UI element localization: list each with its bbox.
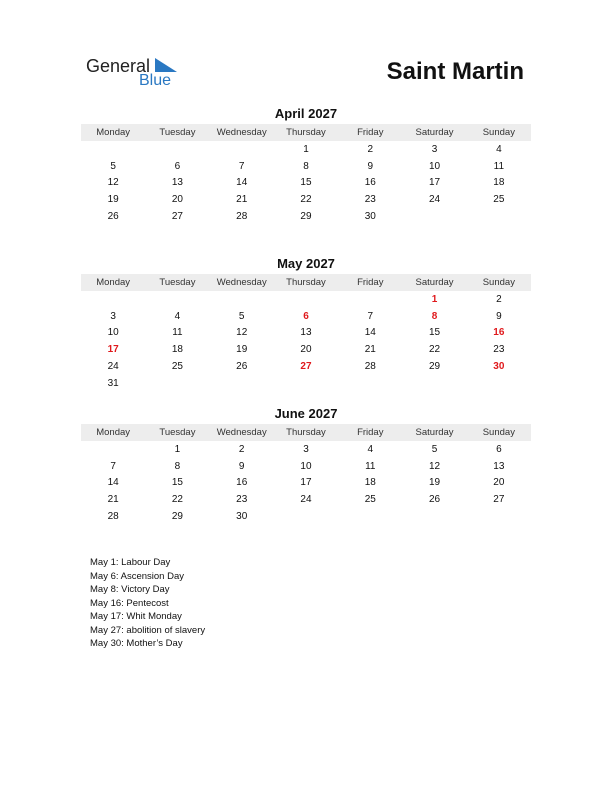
week-row — [81, 341, 531, 358]
weekday-header: Thursday — [274, 424, 338, 441]
empty-cell — [145, 375, 209, 392]
day-cell: 2 — [238, 443, 245, 455]
day-cell: 7 — [367, 310, 374, 322]
day-cell: 18 — [493, 177, 505, 189]
day-cell: 18 — [364, 477, 376, 489]
day-cell: 21 — [107, 494, 119, 506]
day-cell: 22 — [300, 194, 312, 206]
day-cell: 4 — [496, 143, 502, 155]
weekday-header: Monday — [81, 124, 145, 141]
week-row — [81, 325, 531, 342]
day-cell: 1 — [174, 443, 181, 455]
weekday-header: Thursday — [274, 124, 338, 141]
day-cell: 28 — [236, 211, 248, 223]
empty-cell — [210, 291, 274, 308]
day-cell: 29 — [300, 211, 312, 223]
day-cell: 3 — [431, 143, 438, 155]
day-cell: 5 — [110, 160, 116, 172]
weekday-header: Wednesday — [210, 124, 274, 141]
day-cell: 6 — [174, 160, 181, 172]
day-cell: 22 — [171, 494, 183, 506]
empty-cell — [467, 508, 531, 525]
day-cell: 12 — [107, 177, 119, 189]
day-cell: 19 — [107, 194, 119, 206]
weekday-header: Thursday — [274, 274, 338, 291]
month-june — [81, 406, 531, 525]
weekday-header: Sunday — [467, 424, 531, 441]
week-row — [81, 141, 531, 158]
weekday-header: Saturday — [402, 274, 466, 291]
weekday-header: Saturday — [402, 124, 466, 141]
day-cell: 19 — [428, 477, 441, 489]
weekday-header: Monday — [81, 424, 145, 441]
week-row — [81, 191, 531, 208]
day-cell: 14 — [107, 477, 119, 489]
day-cell: 14 — [364, 327, 376, 339]
day-cell: 23 — [364, 194, 376, 206]
day-cell: 28 — [364, 361, 376, 373]
empty-cell — [145, 291, 209, 308]
day-cell: 16 — [236, 477, 248, 489]
day-cell: 13 — [300, 327, 312, 339]
day-cell: 8 — [303, 160, 309, 172]
month-may — [81, 256, 531, 392]
day-cell: 11 — [365, 460, 376, 472]
weekday-header: Friday — [338, 124, 402, 141]
day-cell: 27 — [493, 494, 505, 506]
empty-cell — [402, 508, 466, 525]
week-row — [81, 358, 531, 375]
day-cell: 23 — [493, 344, 505, 356]
day-cell: 3 — [303, 443, 309, 455]
day-cell: 4 — [174, 310, 181, 322]
week-row — [81, 291, 531, 308]
day-cell: 11 — [172, 327, 183, 339]
day-cell: 10 — [428, 160, 441, 172]
day-cell: 26 — [236, 361, 248, 373]
weekday-header: Sunday — [467, 274, 531, 291]
weekday-header: Wednesday — [210, 274, 274, 291]
empty-cell — [210, 141, 274, 158]
day-cell: 30 — [364, 211, 376, 223]
day-cell: 26 — [428, 494, 441, 506]
day-cell: 3 — [110, 310, 116, 322]
day-cell: 15 — [300, 177, 312, 189]
empty-cell — [338, 508, 402, 525]
day-cell: 15 — [171, 477, 183, 489]
day-cell: 8 — [174, 460, 181, 472]
day-cell: 9 — [238, 460, 245, 472]
day-cell: 28 — [107, 511, 119, 523]
empty-cell — [338, 375, 402, 392]
day-cell: 21 — [364, 344, 376, 356]
month-title: April 2027 — [274, 106, 338, 121]
day-cell: 31 — [107, 377, 119, 389]
holiday-item: May 16: Pentecost — [90, 597, 169, 609]
day-cell: 5 — [431, 443, 438, 455]
empty-cell — [402, 375, 466, 392]
week-row — [81, 508, 531, 525]
day-cell: 22 — [428, 344, 441, 356]
day-cell: 17 — [428, 177, 441, 189]
holiday-item: May 30: Mother’s Day — [90, 638, 183, 649]
weekday-header: Tuesday — [145, 424, 209, 441]
weekday-header: Friday — [338, 274, 402, 291]
holiday-item: May 6: Ascension Day — [90, 570, 184, 582]
week-row — [81, 158, 531, 175]
weekday-header: Tuesday — [145, 274, 209, 291]
week-row — [81, 208, 531, 225]
month-april — [81, 106, 531, 225]
empty-cell — [467, 375, 531, 392]
day-cell: 1 — [303, 143, 309, 155]
day-cell: 26 — [107, 211, 119, 223]
weekday-header: Friday — [338, 424, 402, 441]
day-cell: 1 — [431, 293, 438, 305]
empty-cell — [145, 141, 209, 158]
day-cell: 10 — [107, 327, 119, 339]
weekday-header: Sunday — [467, 124, 531, 141]
day-cell: 17 — [300, 477, 312, 489]
day-cell: 15 — [428, 327, 441, 339]
day-cell: 13 — [493, 460, 505, 472]
empty-cell — [467, 208, 531, 225]
day-cell: 29 — [428, 361, 441, 373]
country-title: Saint Martin — [386, 58, 524, 85]
empty-cell — [81, 141, 145, 158]
day-cell: 20 — [300, 344, 312, 356]
day-cell: 20 — [171, 194, 183, 206]
month-title: June 2027 — [274, 406, 338, 421]
empty-cell — [274, 291, 338, 308]
day-cell: 25 — [493, 194, 505, 206]
day-cell: 11 — [493, 160, 505, 172]
day-cell: 16 — [364, 177, 376, 189]
empty-cell — [274, 375, 338, 392]
week-row — [81, 308, 531, 325]
week-row — [81, 441, 531, 458]
day-cell: 7 — [110, 460, 116, 472]
week-row — [81, 175, 531, 192]
day-cell: 27 — [300, 361, 312, 373]
logo-word-blue: Blue — [139, 72, 172, 89]
day-cell: 8 — [431, 310, 438, 322]
day-cell: 16 — [493, 327, 505, 339]
day-cell: 2 — [496, 293, 502, 305]
day-cell: 6 — [496, 443, 502, 455]
holiday-item: May 1: Labour Day — [90, 557, 171, 568]
week-row — [81, 375, 531, 392]
empty-cell — [402, 208, 466, 225]
day-cell: 9 — [367, 160, 374, 172]
month-title: May 2027 — [277, 256, 335, 271]
day-cell: 23 — [236, 494, 248, 506]
weekday-header: Saturday — [402, 424, 466, 441]
empty-cell — [274, 508, 338, 525]
holiday-item: May 17: Whit Monday — [90, 611, 182, 622]
weekday-header: Monday — [81, 274, 145, 291]
day-cell: 2 — [367, 143, 374, 155]
week-row — [81, 491, 531, 508]
day-cell: 6 — [303, 310, 309, 322]
day-cell: 14 — [236, 177, 248, 189]
day-cell: 4 — [367, 443, 374, 455]
weekday-header: Wednesday — [210, 424, 274, 441]
day-cell: 17 — [107, 344, 119, 356]
day-cell: 7 — [238, 160, 245, 172]
day-cell: 5 — [238, 310, 245, 322]
day-cell: 24 — [428, 194, 441, 206]
weekday-header: Tuesday — [145, 124, 209, 141]
day-cell: 30 — [493, 361, 505, 373]
month-grid — [81, 424, 531, 525]
month-grid — [81, 274, 531, 392]
empty-cell — [338, 291, 402, 308]
week-row — [81, 475, 531, 492]
holiday-item: May 8: Victory Day — [90, 584, 170, 595]
day-cell: 24 — [107, 361, 119, 373]
month-grid — [81, 124, 531, 225]
day-cell: 12 — [236, 327, 248, 339]
day-cell: 30 — [236, 511, 248, 523]
day-cell: 25 — [171, 361, 183, 373]
week-row — [81, 458, 531, 475]
generalblue-logo — [86, 56, 186, 92]
holiday-item: May 27: abolition of slavery — [90, 624, 206, 636]
day-cell: 20 — [493, 477, 505, 489]
day-cell: 13 — [171, 177, 183, 189]
day-cell: 21 — [236, 194, 248, 206]
day-cell: 25 — [364, 494, 376, 506]
day-cell: 9 — [496, 310, 502, 322]
empty-cell — [81, 441, 145, 458]
logo-word-general: General — [86, 56, 151, 76]
day-cell: 10 — [300, 460, 312, 472]
day-cell: 18 — [171, 344, 183, 356]
day-cell: 12 — [428, 460, 441, 472]
day-cell: 19 — [236, 344, 248, 356]
logo-flag-icon — [155, 58, 177, 72]
empty-cell — [81, 291, 145, 308]
holiday-list — [90, 556, 205, 651]
day-cell: 27 — [171, 211, 183, 223]
day-cell: 29 — [171, 511, 183, 523]
empty-cell — [210, 375, 274, 392]
day-cell: 24 — [300, 494, 312, 506]
